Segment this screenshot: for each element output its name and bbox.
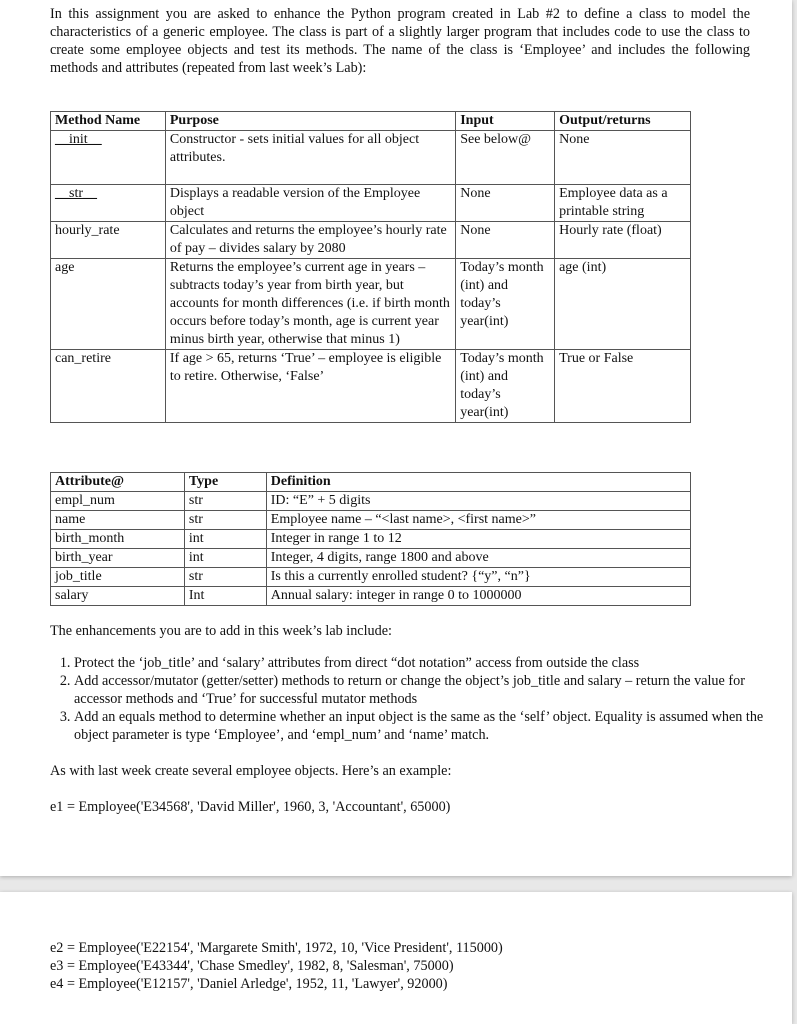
table-row (51, 549, 691, 568)
method-input: None (456, 185, 555, 222)
method-output: Employee data as a printable string (555, 185, 691, 222)
attribute-type: int (184, 530, 266, 549)
method-name: __init__ (51, 131, 166, 185)
header-definition: Definition (266, 473, 690, 492)
table-row (51, 222, 691, 259)
as-with-paragraph: As with last week create several employee objects. Here’s an example: (50, 763, 452, 779)
attribute-type: str (184, 492, 266, 511)
method-purpose: Constructor - sets initial values for all object attributes. (165, 131, 455, 185)
method-name: __str__ (51, 185, 166, 222)
method-purpose: If age > 65, returns ‘True’ – employee is eligible to retire. Otherwise, ‘False’ (165, 350, 455, 423)
list-item: 1. Protect the ‘job_title’ and ‘salary’ attributes from direct “dot notation” access from outside the class (74, 654, 774, 672)
attribute-definition: Integer, 4 digits, range 1800 and above (266, 549, 690, 568)
attribute-name: name (51, 511, 185, 530)
method-name: hourly_rate (51, 222, 166, 259)
attribute-definition: Integer in range 1 to 12 (266, 530, 690, 549)
enhancements-list (50, 654, 774, 744)
example-code-line: e4 = Employee('E12157', 'Daniel Arledge', 1952, 11, 'Lawyer', 92000) (50, 976, 448, 992)
method-purpose: Returns the employee’s current age in years – subtracts today’s year from birth year, but accounts for month differences (i.e. if birth month occurs before today’s month, age is current year minus birth year, otherwise that minus 1) (165, 259, 455, 350)
attribute-type: str (184, 568, 266, 587)
attribute-definition: ID: “E” + 5 digits (266, 492, 690, 511)
method-name: can_retire (51, 350, 166, 423)
list-item: 3. Add an equals method to determine whether an input object is the same as the ‘self’ object. Equality is assumed when the object parameter is type ‘Employee’, and ‘empl_num’ and ‘name’ match. (74, 708, 774, 744)
header-output: Output/returns (555, 112, 691, 131)
attributes-table (50, 472, 691, 606)
header-attribute: Attribute@ (51, 473, 185, 492)
method-output: None (555, 131, 691, 185)
method-input: See below@ (456, 131, 555, 185)
header-input: Input (456, 112, 555, 131)
attributes-header-row (51, 473, 691, 492)
attribute-name: birth_year (51, 549, 185, 568)
document-page-2 (0, 892, 792, 1024)
table-row (51, 131, 691, 185)
example-code-line: e3 = Employee('E43344', 'Chase Smedley', 1982, 8, 'Salesman', 75000) (50, 958, 454, 974)
header-method-name: Method Name (51, 112, 166, 131)
table-row (51, 587, 691, 606)
example-code-line: e1 = Employee('E34568', 'David Miller', 1960, 3, 'Accountant', 65000) (50, 799, 451, 815)
attribute-name: empl_num (51, 492, 185, 511)
header-type: Type (184, 473, 266, 492)
attribute-type: str (184, 511, 266, 530)
attribute-name: job_title (51, 568, 185, 587)
intro-paragraph: In this assignment you are asked to enhance the Python program created in Lab #2 to define a class to model the characteristics of a generic employee. The class is part of a slightly larger program that includes code to use the class to create some employee objects and test its methods. The name of the class is ‘Employee’ and includes the following methods and attributes (repeated from last week’s Lab): (50, 6, 750, 76)
methods-header-row (51, 112, 691, 131)
list-item: 2. Add accessor/mutator (getter/setter) methods to return or change the object’s job_title and salary – return the value for accessor methods and ‘True’ for successful mutator methods (74, 672, 774, 708)
table-row (51, 185, 691, 222)
attribute-name: birth_month (51, 530, 185, 549)
attribute-type: int (184, 549, 266, 568)
table-row (51, 530, 691, 549)
header-purpose: Purpose (165, 112, 455, 131)
attribute-type: Int (184, 587, 266, 606)
table-row (51, 492, 691, 511)
table-row (51, 259, 691, 350)
method-purpose: Calculates and returns the employee’s hourly rate of pay – divides salary by 2080 (165, 222, 455, 259)
method-output: Hourly rate (float) (555, 222, 691, 259)
method-output: age (int) (555, 259, 691, 350)
attribute-definition: Employee name – “<last name>, <first name>” (266, 511, 690, 530)
method-input: None (456, 222, 555, 259)
method-name: age (51, 259, 166, 350)
table-row (51, 568, 691, 587)
method-output: True or False (555, 350, 691, 423)
method-purpose: Displays a readable version of the Employee object (165, 185, 455, 222)
method-input: Today’s month (int) and today’s year(int) (456, 259, 555, 350)
attribute-name: salary (51, 587, 185, 606)
attribute-definition: Is this a currently enrolled student? {“y”, “n”} (266, 568, 690, 587)
methods-table (50, 111, 691, 423)
example-code-line: e2 = Employee('E22154', 'Margarete Smith', 1972, 10, 'Vice President', 115000) (50, 940, 503, 956)
attribute-definition: Annual salary: integer in range 0 to 1000000 (266, 587, 690, 606)
table-row (51, 511, 691, 530)
enhancements-heading: The enhancements you are to add in this week’s lab include: (50, 623, 392, 639)
method-input: Today’s month (int) and today’s year(int) (456, 350, 555, 423)
table-row (51, 350, 691, 423)
